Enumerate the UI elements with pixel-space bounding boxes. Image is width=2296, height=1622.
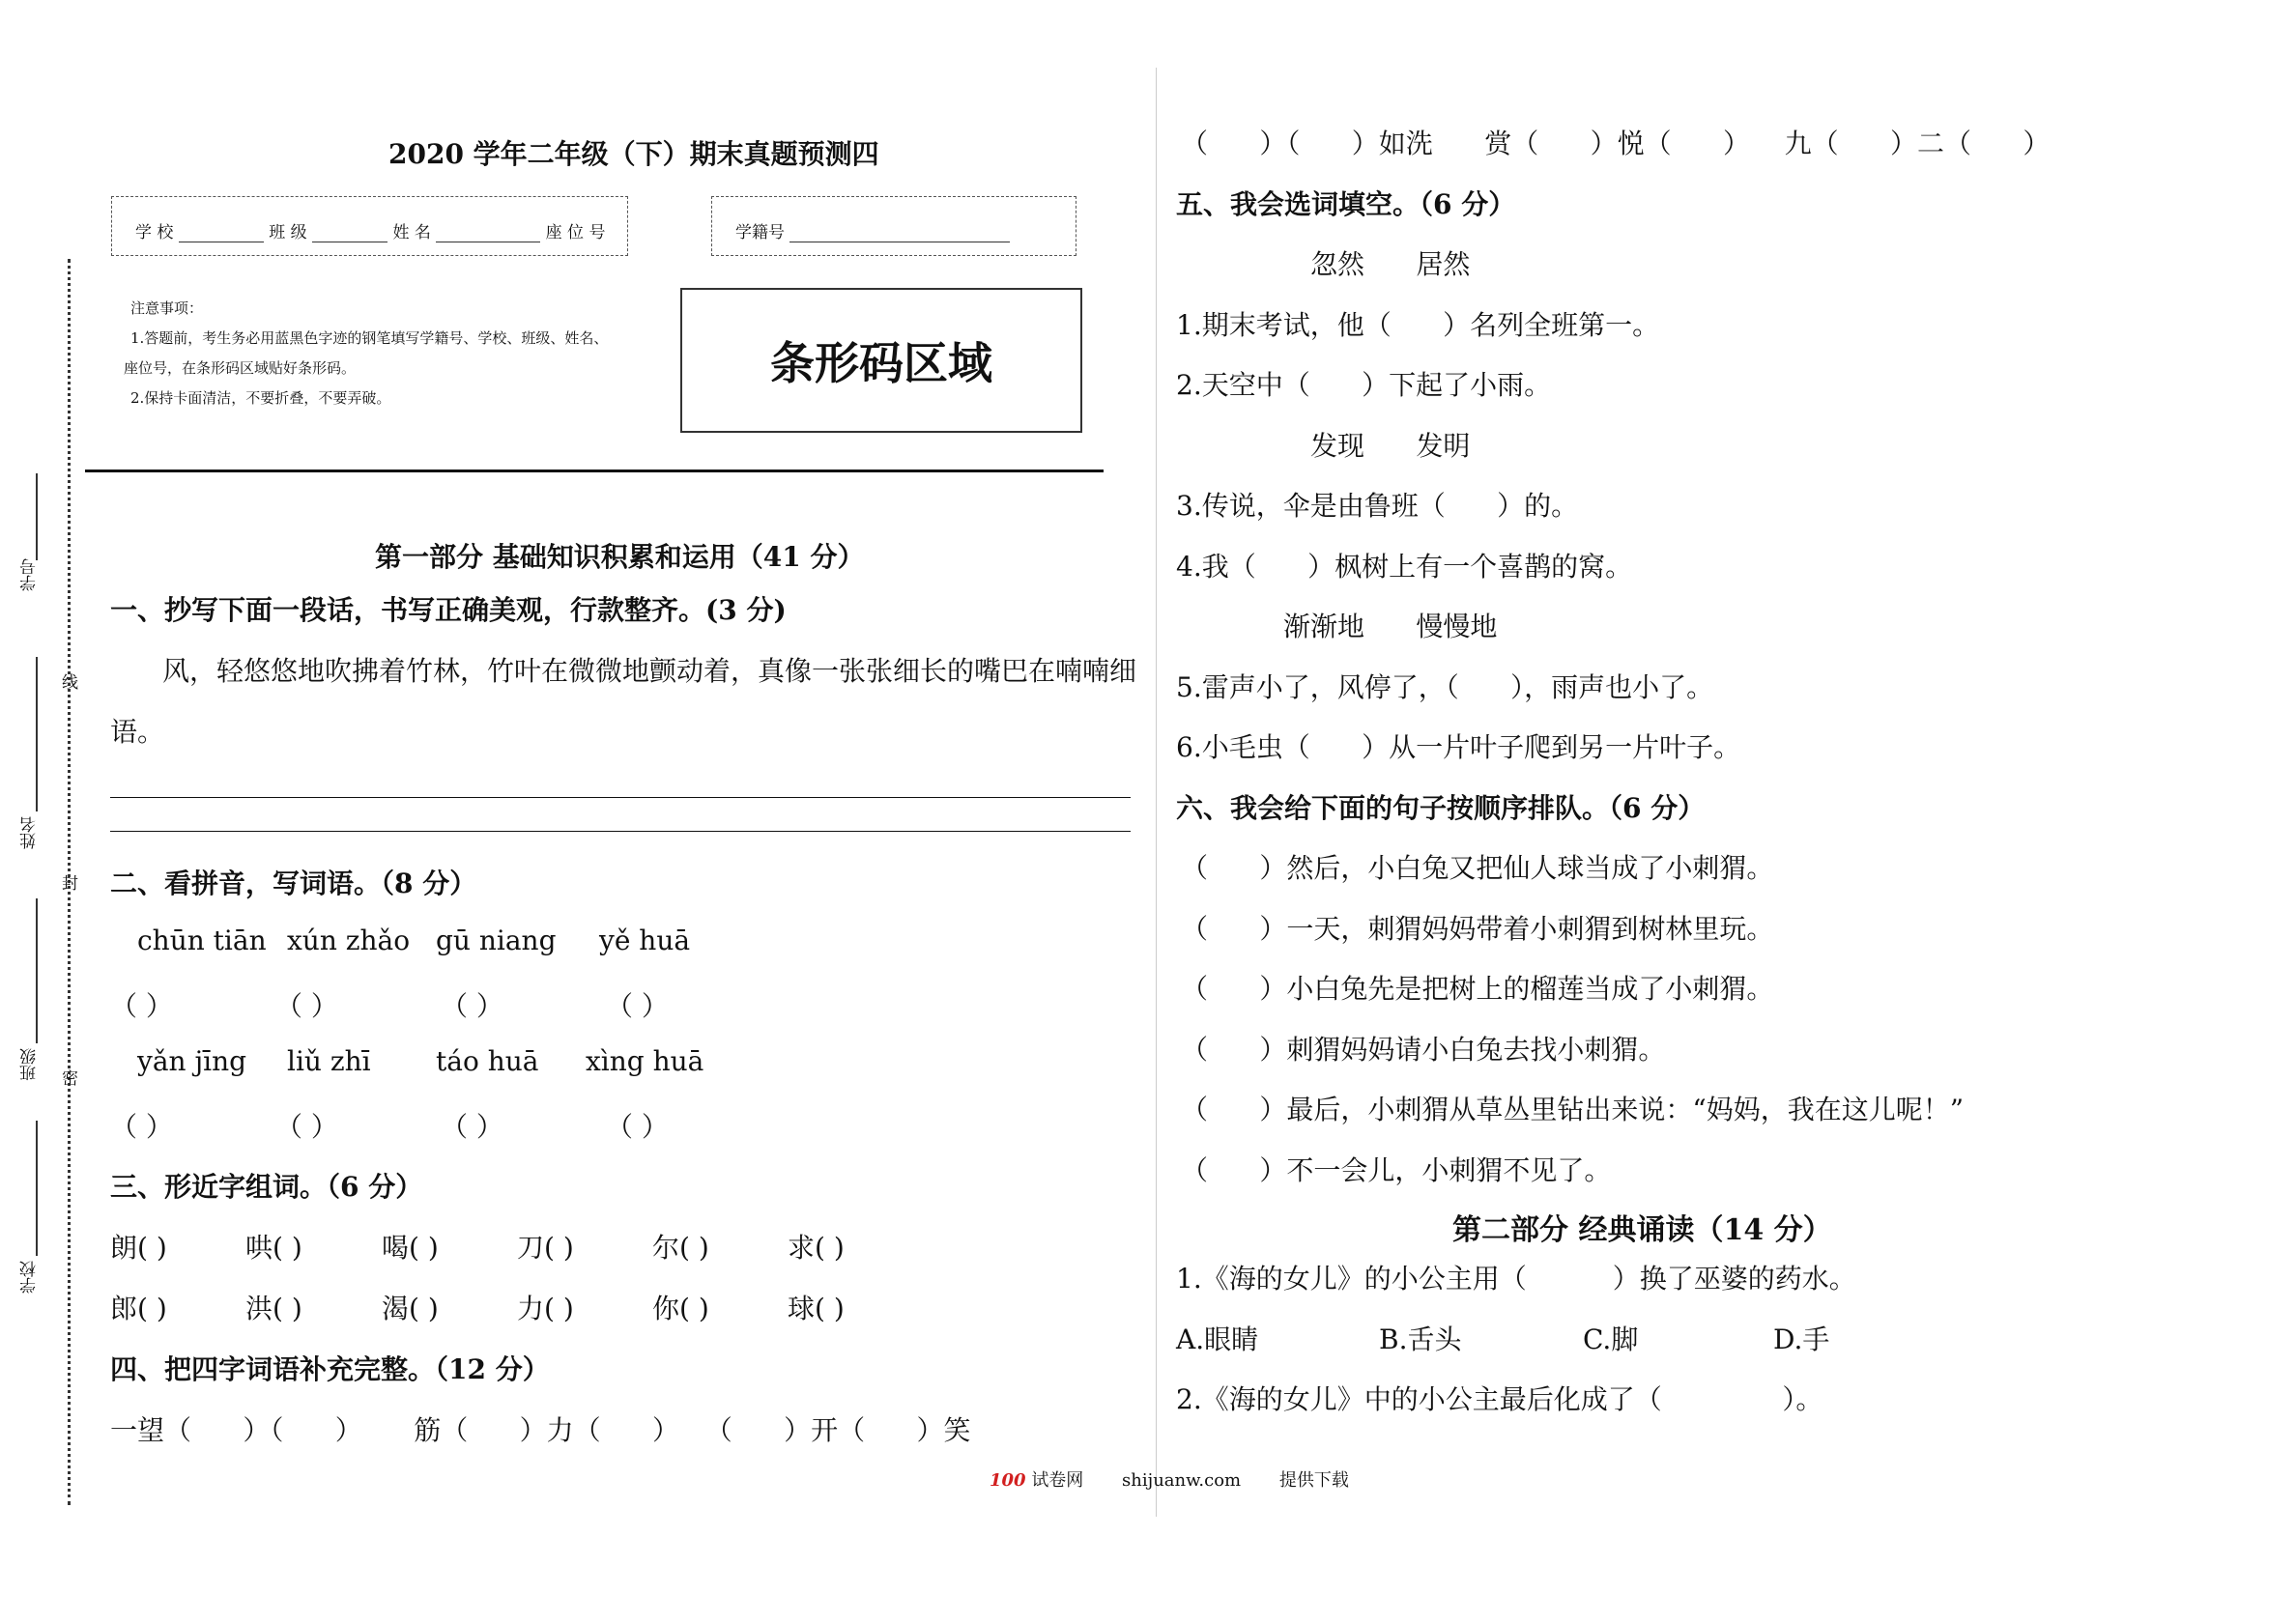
fill-sentence[interactable]: 6.小毛虫（ ）从一片叶子爬到另一片叶子。 [1176, 731, 1741, 763]
margin-label-school: 学校 [20, 1261, 40, 1294]
answer-blank[interactable]: （ ） [606, 990, 669, 1022]
answer-blank[interactable]: （ ） [606, 1111, 669, 1143]
note-line: 座位号，在条形码区域贴好条形码。 [124, 359, 357, 377]
part1-title: 第一部分 基础知识积累和运用（41 分） [375, 541, 865, 573]
q6-title: 六、我会给下面的句子按顺序排队。（6 分） [1176, 792, 1706, 824]
site-logo-number: 100 [990, 1470, 1026, 1491]
pinyin: chūn tiān [137, 925, 267, 956]
fill-sentence[interactable]: 1.期末考试，他（ ）名列全班第一。 [1176, 309, 1660, 341]
char-word-item[interactable]: 你( ) [652, 1293, 709, 1324]
answer-blank[interactable]: （ ） [110, 1111, 173, 1143]
column-separator [1156, 68, 1157, 1517]
student-info-box [111, 196, 628, 256]
margin-underline [36, 657, 38, 811]
label-student-id: 学籍号 [735, 223, 785, 242]
pinyin: xìng huā [586, 1045, 704, 1077]
order-item[interactable]: （ ）刺猬妈妈请小白兔去找小刺猬。 [1181, 1034, 1666, 1066]
option-c[interactable]: C.脚 [1583, 1323, 1639, 1355]
seal-char-seal: 封 [62, 874, 78, 894]
q4-title: 四、把四字词语补充完整。（12 分） [110, 1353, 550, 1385]
note-line: 1.答题前，考生务必用蓝黑色字迹的钢笔填写学籍号、学校、班级、姓名、 [130, 329, 609, 347]
answer-blank[interactable]: （ ） [441, 990, 503, 1022]
barcode-area [680, 288, 1082, 433]
part2-question[interactable]: 1.《海的女儿》的小公主用（ ）换了巫婆的药水。 [1176, 1263, 1856, 1295]
student-id-box [711, 196, 1076, 256]
word-choice-group: 忽然 居然 [1310, 248, 1471, 280]
copy-line[interactable] [110, 797, 1131, 798]
part2-question[interactable]: 2.《海的女儿》中的小公主最后化成了（ ）。 [1176, 1383, 1823, 1415]
char-word-item[interactable]: 力( ) [517, 1293, 574, 1324]
idiom-row[interactable]: 一望（ ）（ ） 筋（ ）力（ ） （ ）开（ ）笑 [110, 1414, 971, 1446]
pinyin: táo huā [436, 1045, 539, 1077]
q2-title: 二、看拼音，写词语。（8 分） [110, 868, 477, 899]
option-b[interactable]: B.舌头 [1379, 1323, 1462, 1355]
char-word-item[interactable]: 求( ) [788, 1232, 845, 1264]
school-blank[interactable] [179, 222, 264, 242]
order-item[interactable]: （ ）一天，刺猬妈妈带着小刺猬到树林里玩。 [1181, 913, 1774, 945]
pinyin: gū niang [436, 925, 557, 956]
char-word-item[interactable]: 郎( ) [110, 1293, 167, 1324]
pinyin: yǎn jīng [137, 1045, 247, 1077]
note-line: 2.保持卡面清洁，不要折叠，不要弄破。 [130, 389, 391, 407]
char-word-item[interactable]: 朗( ) [110, 1232, 167, 1264]
char-word-item[interactable]: 渴( ) [382, 1293, 439, 1324]
q5-title: 五、我会选词填空。（6 分） [1176, 188, 1516, 220]
q1-passage-line2: 语。 [110, 716, 165, 748]
copy-line[interactable] [110, 831, 1131, 832]
margin-underline [36, 473, 38, 560]
header-divider [85, 470, 1104, 472]
char-word-item[interactable]: 尔( ) [652, 1232, 709, 1264]
answer-blank[interactable]: （ ） [275, 990, 338, 1022]
footer [990, 1466, 1349, 1492]
q1-title: 一、抄写下面一段话，书写正确美观，行款整齐。(3 分) [110, 594, 787, 626]
pinyin: liǔ zhī [287, 1045, 371, 1077]
label-class: 班 级 [269, 223, 307, 242]
label-name: 姓 名 [392, 223, 431, 242]
name-blank[interactable] [436, 222, 540, 242]
seal-char-line: 线 [62, 673, 78, 693]
word-choice-group: 发现 发明 [1310, 430, 1471, 462]
fill-sentence[interactable]: 3.传说，伞是由鲁班（ ）的。 [1176, 490, 1579, 522]
idiom-row[interactable]: （ ）（ ）如洗 赏（ ）悦（ ） 九（ ）二（ ） [1181, 128, 2051, 159]
char-word-item[interactable]: 喝( ) [382, 1232, 439, 1264]
option-a[interactable]: A.眼睛 [1176, 1323, 1259, 1355]
q3-title: 三、形近字组词。（6 分） [110, 1171, 423, 1203]
barcode-label: 条形码区域 [770, 337, 992, 389]
margin-underline [36, 898, 38, 1043]
pinyin: yě huā [599, 925, 691, 956]
char-word-item[interactable]: 哄( ) [245, 1232, 302, 1264]
q1-passage-line1: 风，轻悠悠地吹拂着竹林，竹叶在微微地颤动着，真像一张张细长的嘴巴在喃喃细 [162, 655, 1137, 687]
student-id-blank[interactable] [789, 222, 1010, 242]
answer-blank[interactable]: （ ） [441, 1111, 503, 1143]
part2-title: 第二部分 经典诵读（14 分） [1452, 1213, 1832, 1247]
answer-blank[interactable]: （ ） [275, 1111, 338, 1143]
seal-char-secret: 密 [62, 1069, 78, 1089]
class-blank[interactable] [312, 222, 387, 242]
order-item[interactable]: （ ）小白兔先是把树上的榴莲当成了小刺猬。 [1181, 973, 1774, 1005]
fill-sentence[interactable]: 5.雷声小了，风停了，（ ），雨声也小了。 [1176, 671, 1714, 703]
char-word-item[interactable]: 刀( ) [517, 1232, 574, 1264]
margin-label-class: 班级 [20, 1048, 40, 1081]
margin-label-student-number: 学号 [20, 558, 40, 591]
fill-sentence[interactable]: 2.天空中（ ）下起了小雨。 [1176, 369, 1552, 401]
word-choice-group: 渐渐地 慢慢地 [1283, 611, 1498, 642]
char-word-item[interactable]: 洪( ) [245, 1293, 302, 1324]
notes-title: 注意事项： [130, 299, 204, 317]
order-item[interactable]: （ ）最后，小刺猬从草丛里钻出来说：“妈妈，我在这儿呢！” [1181, 1094, 1965, 1125]
fill-sentence[interactable]: 4.我（ ）枫树上有一个喜鹊的窝。 [1176, 551, 1633, 583]
label-school: 学 校 [135, 223, 174, 242]
answer-blank[interactable]: （ ） [110, 990, 173, 1022]
char-word-item[interactable]: 球( ) [788, 1293, 845, 1324]
site-url[interactable]: shijuanw.com [1122, 1470, 1242, 1491]
site-name: 试卷网 [1031, 1470, 1084, 1491]
option-d[interactable]: D.手 [1773, 1323, 1830, 1355]
download-note: 提供下载 [1278, 1470, 1349, 1491]
order-item[interactable]: （ ）不一会儿，小刺猬不见了。 [1181, 1154, 1612, 1186]
label-seat: 座 位 号 [545, 223, 606, 242]
margin-underline [36, 1121, 38, 1256]
pinyin: xún zhǎo [287, 925, 411, 956]
margin-label-name: 姓名 [20, 816, 40, 849]
order-item[interactable]: （ ）然后，小白兔又把仙人球当成了小刺猬。 [1181, 852, 1774, 884]
exam-title: 2020 学年二年级（下）期末真题预测四 [388, 138, 879, 170]
